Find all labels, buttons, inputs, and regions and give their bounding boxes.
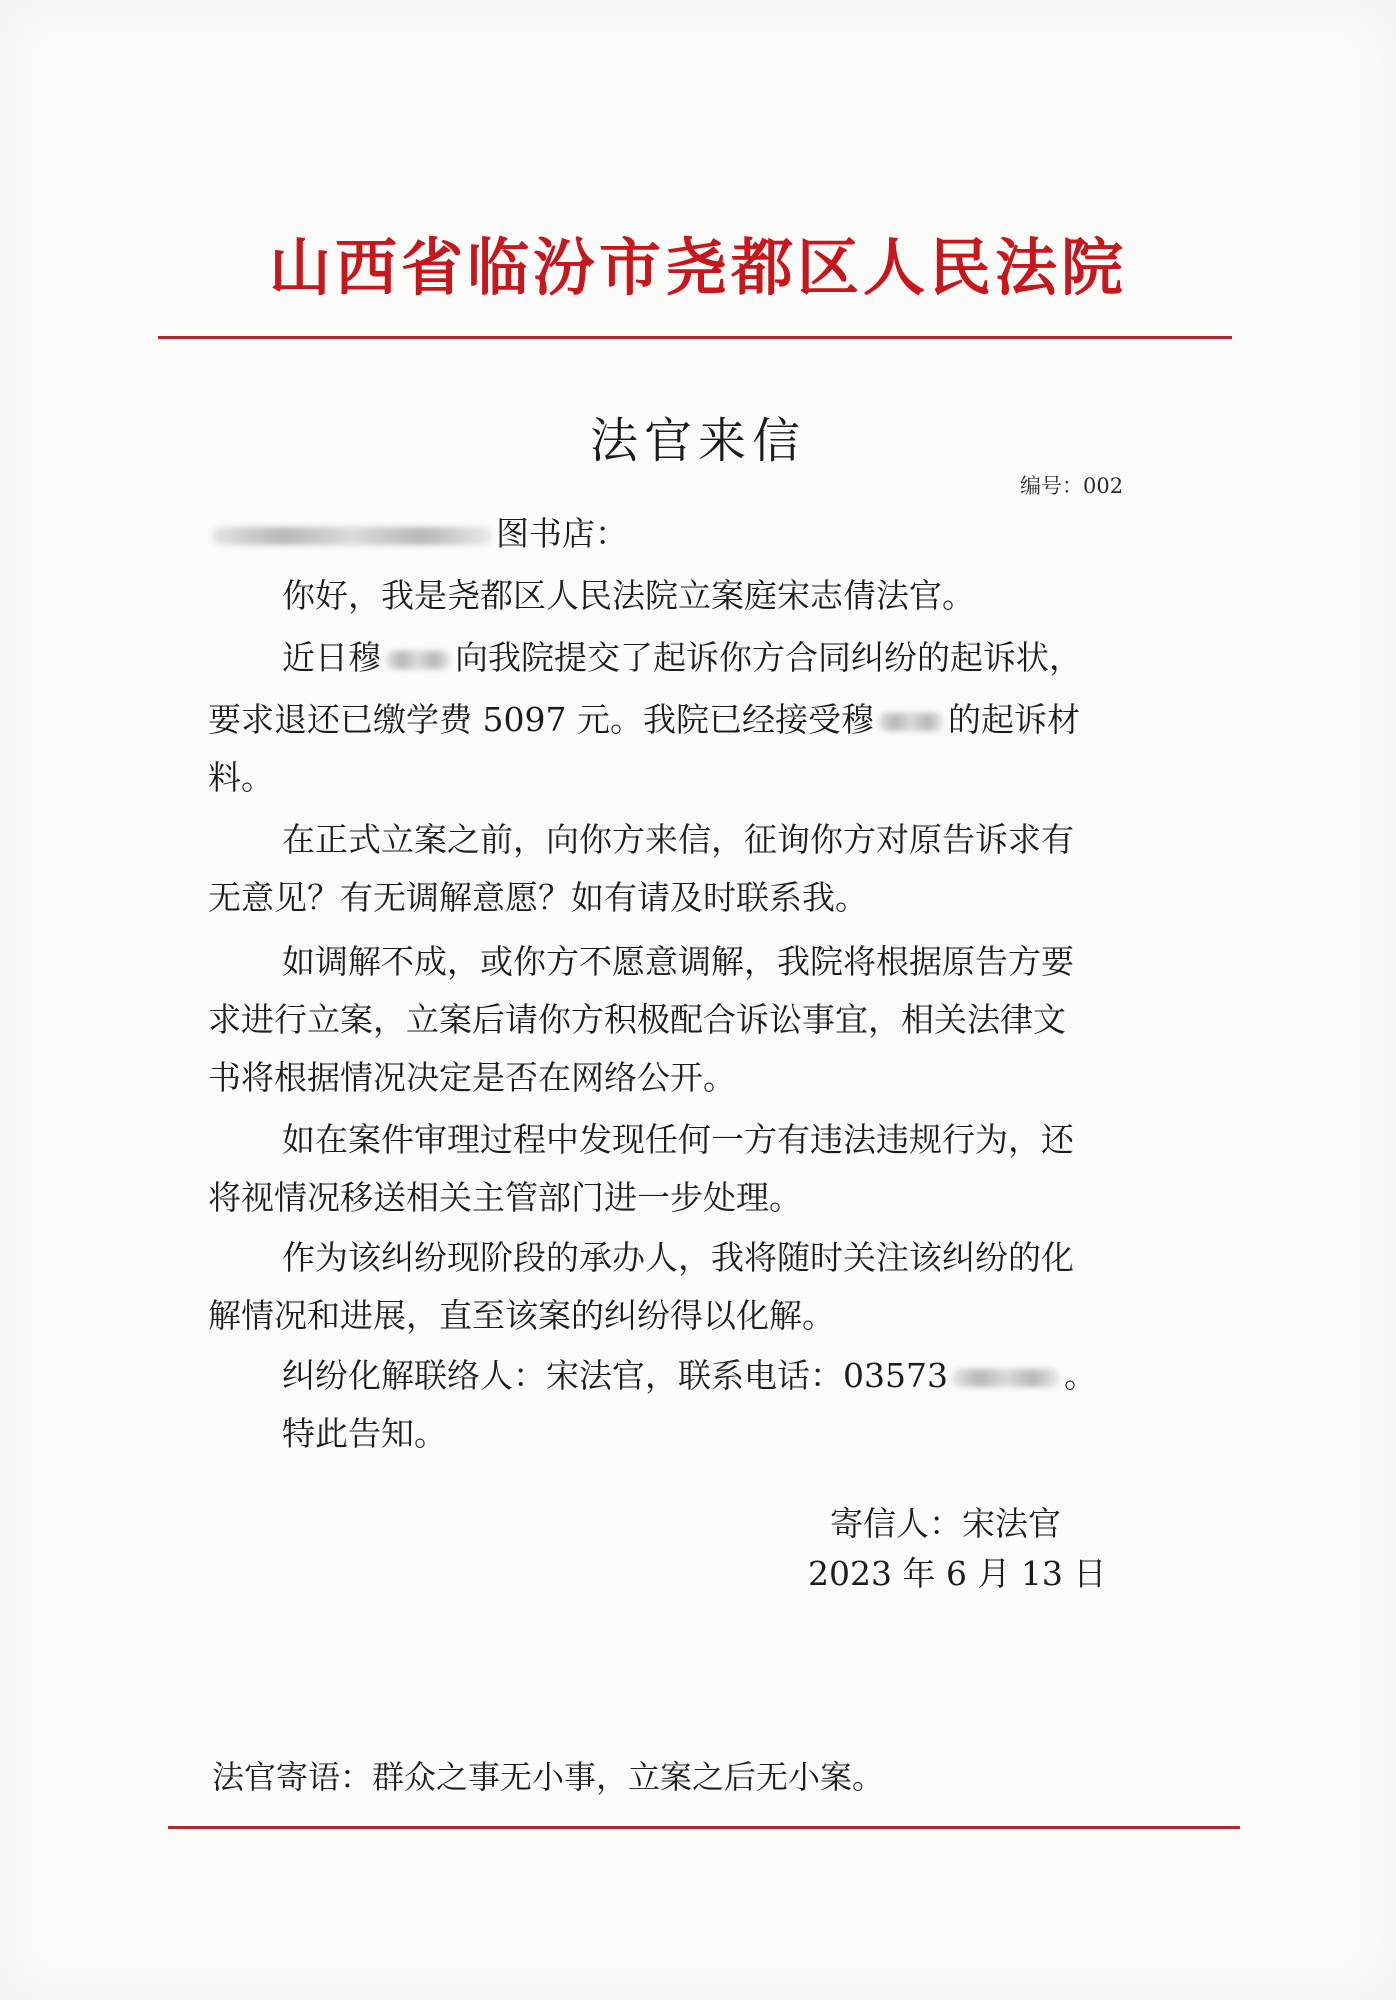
redacted-plaintiff-name: [385, 651, 451, 669]
judge-motto: 法官寄语：群众之事无小事，立案之后无小案。: [212, 1758, 885, 1796]
paragraph-3-line-2: 求进行立案，立案后请你方积极配合诉讼事宜，相关法律文: [208, 1000, 1066, 1039]
paragraph-4-line-2: 将视情况移送相关主管部门进一步处理。: [208, 1178, 802, 1217]
document-number: 编号：002: [1020, 474, 1124, 498]
redacted-phone: [952, 1369, 1060, 1387]
paragraph-1-line-1: [282, 636, 1082, 680]
addressee-line: [208, 512, 628, 556]
footer-divider: [168, 1826, 1240, 1829]
sender-signature: 寄信人：宋法官: [830, 1504, 1061, 1543]
paragraph-1-line-3: 料。: [208, 758, 274, 797]
paragraph-1-line-2: [208, 698, 1080, 742]
document-title: 法官来信: [589, 413, 806, 469]
redacted-plaintiff-name: [878, 713, 944, 731]
p1-l1-end: 向我院提交了起诉你方合同纠纷的起诉状，: [455, 638, 1082, 677]
paragraph-2-line-2: 无意见？有无调解意愿？如有请及时联系我。: [208, 878, 868, 917]
closing-line: 特此告知。: [282, 1414, 447, 1453]
paragraph-5-line-2: 解情况和进展，直至该案的纠纷得以化解。: [208, 1296, 835, 1335]
p1-l1-start: 近日穆: [282, 638, 381, 677]
contact-end: 。: [1063, 1356, 1097, 1395]
paragraph-5-line-1: 作为该纠纷现阶段的承办人，我将随时关注该纠纷的化: [282, 1238, 1074, 1277]
redacted-name: [212, 527, 492, 545]
addressee-suffix: 图书店：: [496, 514, 628, 553]
paragraph-2-line-1: 在正式立案之前，向你方来信，征询你方对原告诉求有: [282, 820, 1074, 859]
paragraph-4-line-1: 如在案件审理过程中发现任何一方有违法违规行为，还: [282, 1120, 1074, 1159]
court-letterhead: 山西省临汾市尧都区人民法院: [268, 231, 1127, 304]
contact-text: 纠纷化解联络人：宋法官，联系电话：03573: [282, 1356, 948, 1395]
p1-l2-start: 要求退还已缴学费 5097 元。我院已经接受穆: [208, 700, 874, 739]
paragraph-3-line-1: 如调解不成，或你方不愿意调解，我院将根据原告方要: [282, 942, 1074, 981]
greeting-line: 你好，我是尧都区人民法院立案庭宋志倩法官。: [282, 576, 975, 615]
p1-l2-end: 的起诉材: [947, 700, 1080, 739]
contact-line: [282, 1354, 1097, 1398]
paragraph-3-line-3: 书将根据情况决定是否在网络公开。: [208, 1058, 736, 1097]
letterhead-divider: [158, 336, 1232, 339]
letter-date: 2023 年 6 月 13 日: [808, 1554, 1107, 1593]
